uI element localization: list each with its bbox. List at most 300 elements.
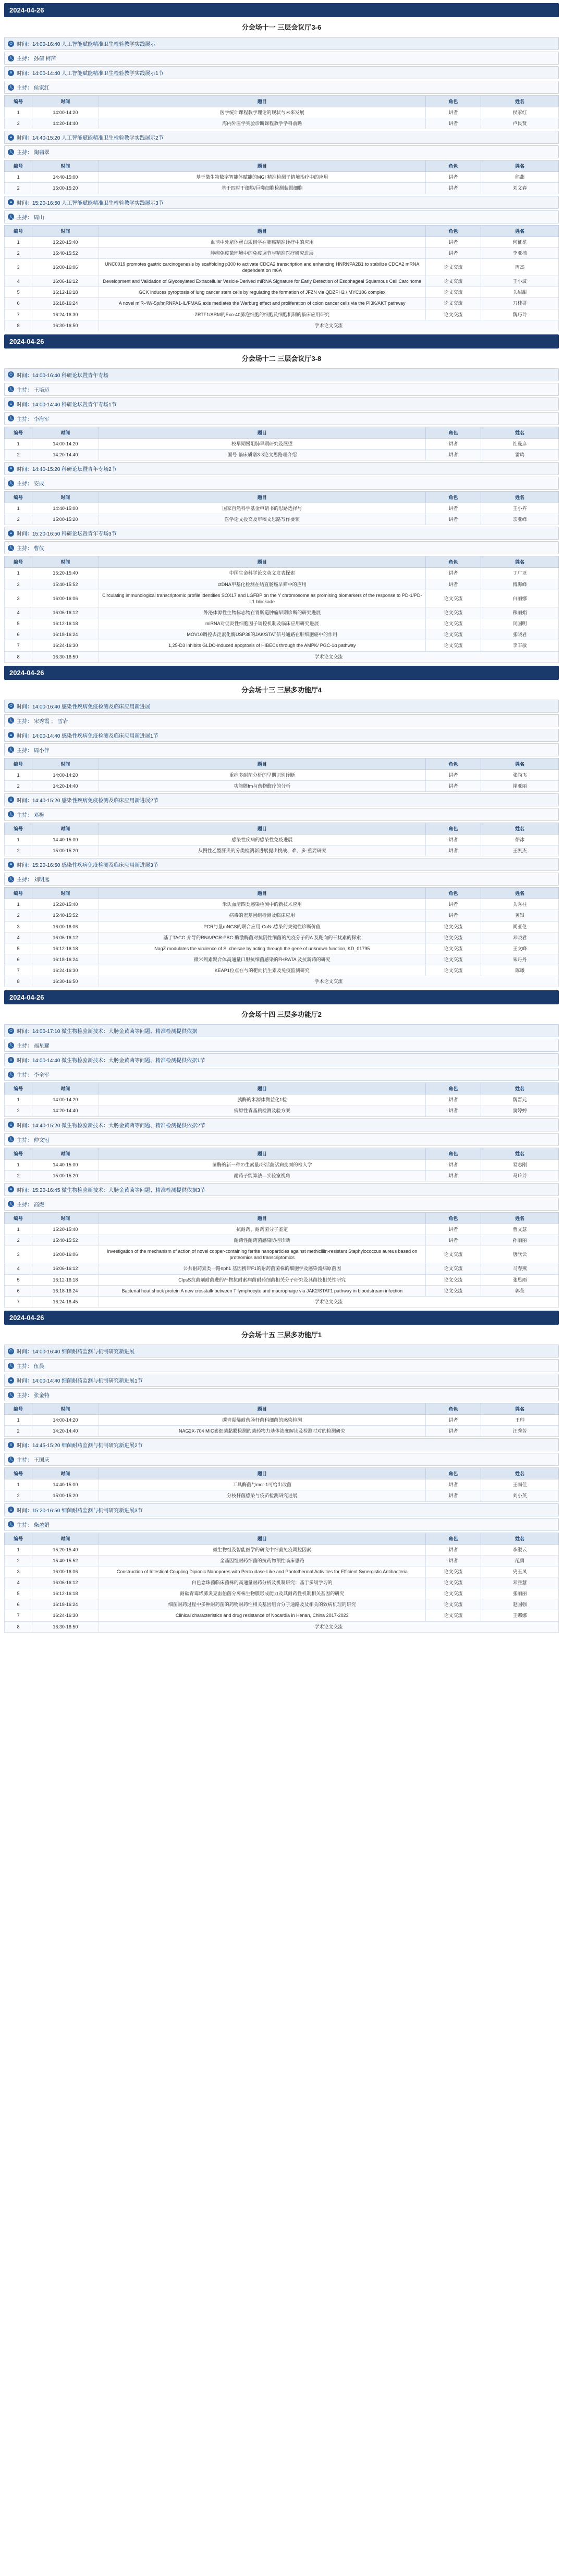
list-icon: ≡ (8, 199, 14, 205)
cell-name: 白丽娜 (481, 590, 559, 607)
column-header-4: 姓名 (481, 427, 559, 438)
cell-title: 血清中外泌体蛋白质组学在肺癌精准诊疗中的应用 (99, 237, 425, 247)
cell-title: 从慢性乙型肝炎的分类检测新进展提出挑战、难、多-重要研究 (99, 845, 425, 856)
table-row (5, 1426, 559, 1437)
cell-name: 马玲玲 (481, 1170, 559, 1181)
cell-no: 1 (5, 769, 32, 780)
column-header-0: 编号 (5, 1083, 32, 1094)
day-header: 2024-04-26 (4, 334, 559, 349)
column-header-0: 编号 (5, 1148, 32, 1159)
host-strip (4, 477, 559, 490)
column-header-0: 编号 (5, 888, 32, 899)
cell-role: 讲者 (425, 118, 481, 129)
cell-role: 论文交流 (425, 1610, 481, 1621)
sub-session-strip (4, 793, 559, 806)
cell-no: 6 (5, 954, 32, 965)
time-label: 时间：14:00-16:40 科研论坛暨青年专场 (17, 372, 109, 379)
sub-session-label: 时间：14:45-15:20 细菌耐药监测与机制研究新进展2节 (17, 1443, 143, 1449)
cell-time: 16:24-16:30 (32, 309, 99, 320)
cell-time: 16:18-16:24 (32, 629, 99, 640)
cell-role: 讲者 (425, 247, 481, 258)
host-label: 主持： 邓梅 (17, 812, 44, 818)
cell-time: 14:00-14:20 (32, 438, 99, 449)
host-strip (4, 1359, 559, 1372)
cell-role: 论文交流 (425, 287, 481, 298)
column-header-1: 时间 (32, 96, 99, 107)
sub-session-strip (4, 1438, 559, 1451)
host-strip (4, 412, 559, 425)
cell-no: 2 (5, 1170, 32, 1181)
table-row (5, 298, 559, 309)
table-row (5, 258, 559, 276)
column-header-4: 姓名 (481, 758, 559, 769)
cell-time: 16:24-16:30 (32, 640, 99, 651)
cell-time: 16:18-16:24 (32, 298, 99, 309)
cell-no: 3 (5, 1566, 32, 1577)
cell-name: 周杰 (481, 258, 559, 276)
sub-session-strip (4, 858, 559, 871)
cell-time: 15:40-15:52 (32, 1555, 99, 1566)
cell-time: 14:20-14:40 (32, 1105, 99, 1116)
cell-name: 邓晓君 (481, 932, 559, 943)
cell-role: 讲者 (425, 568, 481, 579)
cell-time: 15:20-15:40 (32, 568, 99, 579)
cell-name: 范勇 (481, 1555, 559, 1566)
cell-time: 15:20-15:40 (32, 1224, 99, 1235)
cell-no: 8 (5, 320, 32, 331)
column-header-0: 编号 (5, 427, 32, 438)
host-strip (4, 1518, 559, 1531)
cell-time: 14:40-15:00 (32, 834, 99, 845)
clock-icon: ⏱ (8, 1348, 14, 1354)
cell-no: 2 (5, 514, 32, 525)
column-header-3: 角色 (425, 1468, 481, 1479)
column-header-2: 题目 (99, 96, 425, 107)
host-label: 主持： 伍晨 (17, 1364, 44, 1370)
session-title: 分会场十三 三层多功能厅4 (241, 686, 322, 694)
person-icon: 人 (9, 387, 13, 392)
column-header-1: 时间 (32, 758, 99, 769)
table-row (5, 172, 559, 183)
cell-no: 1 (5, 834, 32, 845)
cell-title: 病原性青基质检测及验方案 (99, 1105, 425, 1116)
cell-no: 3 (5, 1246, 32, 1263)
table-row (5, 1285, 559, 1296)
table-row (5, 1170, 559, 1181)
host-strip (4, 1133, 559, 1146)
cell-name: 马春燕 (481, 1263, 559, 1274)
column-header-4: 姓名 (481, 225, 559, 237)
cell-role: 论文交流 (425, 258, 481, 276)
cell-time: 14:40-15:00 (32, 503, 99, 514)
sub-session-strip (4, 527, 559, 540)
cell-name: 邓雅慧 (481, 1577, 559, 1588)
table-row (5, 503, 559, 514)
clock-icon: ⏱ (8, 1028, 14, 1034)
sub-session-label: 时间：14:40-15:20 科研论坛暨青年专场2节 (17, 467, 117, 473)
person-icon: 人 (9, 1363, 13, 1368)
cell-time: 16:30-16:50 (32, 651, 99, 662)
host-strip (4, 808, 559, 821)
table-row (5, 1224, 559, 1235)
cell-no: 5 (5, 1588, 32, 1599)
sub-session-label: 时间：14:40-15:20 感染性疾病免疫检测及临床应用新进展2节 (17, 798, 158, 804)
cell-time: 15:00-15:20 (32, 1170, 99, 1181)
cell-title: Bacterial heat shock protein A new crosstalk between T lymphocyte and macrophage via JAK2/STAT1 pathway in bloodstream infection (99, 1285, 425, 1296)
host-label: 主持： 王国庆 (17, 1458, 50, 1464)
cell-title: GCK induces pyroptosis of lung cancer stem cells by regulating the formation of JFZN via QDZPH2 / MYC106 complex (99, 287, 425, 298)
column-header-0: 编号 (5, 1468, 32, 1479)
cell-role: 论文交流 (425, 954, 481, 965)
time-label: 时间：14:00-16:40 细菌耐药监测与机制研究新进展 (17, 1349, 135, 1355)
person-icon: 人 (9, 1201, 13, 1206)
cell-role: 讲者 (425, 1490, 481, 1501)
host-label: 主持： 王培迈 (17, 387, 50, 393)
cell-time: 16:00-16:06 (32, 258, 99, 276)
cell-no: 3 (5, 921, 32, 932)
cell-no: 2 (5, 247, 32, 258)
cell-time: 15:00-15:20 (32, 183, 99, 194)
list-icon: ≡ (8, 401, 14, 407)
cell-title: 全基因组耐药细菌的抗药物预性临床思路 (99, 1555, 425, 1566)
host-strip (4, 1453, 559, 1466)
cell-no: 5 (5, 1274, 32, 1285)
person-icon: 人 (9, 747, 13, 752)
column-header-4: 姓名 (481, 1468, 559, 1479)
cell-role: 论文交流 (425, 921, 481, 932)
cell-no: 4 (5, 607, 32, 618)
table-row (5, 514, 559, 525)
cell-role: 论文交流 (425, 618, 481, 629)
column-header-3: 角色 (425, 1148, 481, 1159)
cell-title: 微生物组及智能医学的研究中细菌免疫调控因素 (99, 1544, 425, 1555)
column-header-0: 编号 (5, 1212, 32, 1224)
table-row (5, 618, 559, 629)
table-row (5, 607, 559, 618)
cell-title: 基于四时干细胞/巨噬细胞检测装置细胞 (99, 183, 425, 194)
column-header-2: 题目 (99, 1083, 425, 1094)
list-icon: ≡ (8, 1377, 14, 1384)
cell-name: 傅海峰 (481, 579, 559, 590)
cell-title: 1,25-D3 inhibits GLDC-induced apoptosis of HIBECs through the AMPK/ PGC-1α pathway (99, 640, 425, 651)
session-block (4, 1345, 559, 1633)
cell-name: 朱丹丹 (481, 954, 559, 965)
cell-name: 王小波 (481, 276, 559, 287)
cell-title: Investigation of the mechanism of action of novel copper-containing ferrite nanoparticles against methicillin-resistant Staphylococcus aureus based on proteomics and transcriptomics (99, 1246, 425, 1263)
session-title: 分会场十四 三层多功能厅2 (241, 1011, 322, 1019)
column-header-0: 编号 (5, 492, 32, 503)
column-header-3: 角色 (425, 1083, 481, 1094)
table-row (5, 965, 559, 976)
sub-session-strip (4, 196, 559, 209)
cell-no: 1 (5, 568, 32, 579)
table-row (5, 118, 559, 129)
cell-time: 16:06-16:12 (32, 932, 99, 943)
sub-session-label: 时间：14:00-14:40 感染性疾病免疫检测及临床应用新进展1节 (17, 733, 158, 739)
cell-title: 海内外医学实验诊断课程教学学科前瞻 (99, 118, 425, 129)
cell-title: 校早期慢阻肺早期研究及展望 (99, 438, 425, 449)
sub-session-strip (4, 1374, 559, 1387)
cell-name: 崔亚丽 (481, 780, 559, 791)
table-row (5, 651, 559, 662)
column-header-0: 编号 (5, 823, 32, 834)
cell-name: 尚亚伦 (481, 921, 559, 932)
cell-no: 2 (5, 183, 32, 194)
cell-no: 6 (5, 1285, 32, 1296)
cell-role: 讲者 (425, 503, 481, 514)
cell-time: 15:20-15:40 (32, 237, 99, 247)
schedule-table (4, 1533, 559, 1633)
cell-time: 16:06-16:12 (32, 607, 99, 618)
cell-name: 李丰敏 (481, 640, 559, 651)
cell-name: 王文峰 (481, 943, 559, 954)
host-strip (4, 52, 559, 65)
cell-no: 2 (5, 579, 32, 590)
column-header-3: 角色 (425, 427, 481, 438)
column-header-3: 角色 (425, 823, 481, 834)
cell-role: 讲者 (425, 910, 481, 921)
cell-name: 赵国强 (481, 1599, 559, 1610)
cell-name: 史玉凤 (481, 1566, 559, 1577)
sub-session-label: 时间：14:00-14:40 微生物检验新技术：大肠金黄菌等问题、精准检测提供依据1节 (17, 1058, 205, 1064)
cell-title: 抗耐药、耐药菌分子鉴定 (99, 1224, 425, 1235)
table-row (5, 1105, 559, 1116)
table-row (5, 899, 559, 910)
column-header-2: 题目 (99, 1533, 425, 1544)
column-header-1: 时间 (32, 160, 99, 172)
table-row (5, 320, 559, 331)
cell-no: 4 (5, 932, 32, 943)
column-header-2: 题目 (99, 427, 425, 438)
host-label: 主持： 孙倩 柯萍 (17, 56, 56, 62)
cell-title: 菌酶的新一种の生素量/研活菌活病变面的检入学 (99, 1159, 425, 1170)
cell-name: 曹文慧 (481, 1224, 559, 1235)
column-header-1: 时间 (32, 1403, 99, 1415)
cell-title: PCR与量mNGS的联合应用-CoNs感染的关键性诊断价值 (99, 921, 425, 932)
schedule-table (4, 758, 559, 792)
sub-session-label: 时间：15:20-16:50 人工智能赋能精准卫生检验教学实践展示3节 (17, 200, 164, 206)
time-strip (4, 368, 559, 381)
schedule-table (4, 1467, 559, 1501)
cell-time: 15:00-15:20 (32, 1490, 99, 1501)
cell-role: 论文交流 (425, 932, 481, 943)
host-label: 主持： 张金特 (17, 1393, 50, 1399)
clock-icon: ⏱ (8, 41, 14, 47)
cell-name: 王雨佳 (481, 1479, 559, 1490)
sub-session-strip (4, 1118, 559, 1131)
column-header-4: 姓名 (481, 96, 559, 107)
cell-title: 国号-临床质谱3-3论文思路理介绍 (99, 449, 425, 460)
column-header-1: 时间 (32, 1533, 99, 1544)
table-row (5, 276, 559, 287)
host-label: 主持： 侯家红 (17, 85, 50, 91)
sub-session-strip (4, 1503, 559, 1516)
host-strip (4, 210, 559, 223)
column-header-2: 题目 (99, 160, 425, 172)
time-label: 时间：14:00-17:10 微生物检验新技术：大肠金黄菌等问题、精准检测提供依据 (17, 1029, 198, 1035)
table-row (5, 629, 559, 640)
cell-title: 重症多耐菌分析的早期识别诊断 (99, 769, 425, 780)
cell-title: 学术论文交流 (99, 1621, 558, 1632)
host-strip (4, 145, 559, 158)
cell-role: 讲者 (425, 1094, 481, 1105)
column-header-4: 姓名 (481, 888, 559, 899)
cell-role: 论文交流 (425, 1246, 481, 1263)
person-icon: 人 (9, 718, 13, 723)
cell-title: 学术论文交流 (99, 320, 558, 331)
cell-role: 论文交流 (425, 1566, 481, 1577)
table-row (5, 1296, 559, 1307)
cell-time: 16:30-16:50 (32, 320, 99, 331)
list-icon: ≡ (8, 134, 14, 141)
list-icon: ≡ (8, 1057, 14, 1063)
sub-session-label: 时间：14:00-14:40 科研论坛暨青年专场1节 (17, 402, 117, 408)
cell-time: 16:18-16:24 (32, 1285, 99, 1296)
cell-time: 16:00-16:06 (32, 1246, 99, 1263)
table-row (5, 183, 559, 194)
sub-session-label: 时间：14:00-14:40 细菌耐药监测与机制研究新进展1节 (17, 1378, 143, 1385)
cell-no: 5 (5, 618, 32, 629)
column-header-1: 时间 (32, 823, 99, 834)
cell-time: 16:00-16:06 (32, 590, 99, 607)
column-header-1: 时间 (32, 888, 99, 899)
table-row (5, 247, 559, 258)
column-header-1: 时间 (32, 427, 99, 438)
table-row (5, 910, 559, 921)
table-row (5, 1544, 559, 1555)
cell-time: 15:40-15:52 (32, 1235, 99, 1246)
cell-time: 14:20-14:40 (32, 449, 99, 460)
cell-time: 14:40-15:00 (32, 172, 99, 183)
cell-role: 论文交流 (425, 1263, 481, 1274)
cell-role: 论文交流 (425, 590, 481, 607)
cell-name: 丁广亚 (481, 568, 559, 579)
cell-role: 论文交流 (425, 298, 481, 309)
cell-time: 16:12-16:18 (32, 287, 99, 298)
cell-time: 16:00-16:06 (32, 921, 99, 932)
cell-title: 中国生命科学论文英文发表探索 (99, 568, 425, 579)
schedule-table (4, 225, 559, 331)
cell-role: 论文交流 (425, 640, 481, 651)
schedule-table (4, 1148, 559, 1181)
cell-no: 1 (5, 438, 32, 449)
cell-role: 讲者 (425, 780, 481, 791)
table-row (5, 976, 559, 987)
column-header-4: 姓名 (481, 1083, 559, 1094)
host-label: 主持： 福星耀 (17, 1043, 50, 1050)
cell-time: 14:00-14:20 (32, 1415, 99, 1426)
host-strip (4, 873, 559, 886)
cell-time: 15:40-15:52 (32, 247, 99, 258)
cell-title: Clinical characteristics and drug resistance of Nocardia in Henan, China 2017-2023 (99, 1610, 425, 1621)
cell-no: 1 (5, 1479, 32, 1490)
sub-session-strip (4, 462, 559, 475)
column-header-3: 角色 (425, 1533, 481, 1544)
cell-title: 分枝杆菌感染与疫苗检测研究进展 (99, 1490, 425, 1501)
cell-title: Construction of Intestinal Coupling Dipionic Nanopores with Peroxidase-Like and Photothermal Activities for Efficient Synergistic Antibacteria (99, 1566, 425, 1577)
host-label: 主持： 仲文冠 (17, 1137, 50, 1143)
host-label: 主持： 陶翡翠 (17, 150, 50, 156)
cell-no: 2 (5, 449, 32, 460)
host-label: 主持： 宋秀霞 ； 雪岩 (17, 718, 68, 725)
cell-role: 论文交流 (425, 1599, 481, 1610)
cell-title: 国家自然科学基金申请书的思路选择与 (99, 503, 425, 514)
column-header-4: 姓名 (481, 1148, 559, 1159)
cell-no: 7 (5, 309, 32, 320)
cell-time: 16:12-16:18 (32, 1274, 99, 1285)
session-block (4, 368, 559, 663)
host-strip (4, 1039, 559, 1052)
cell-role: 讲者 (425, 579, 481, 590)
cell-no: 4 (5, 276, 32, 287)
cell-title: 学术论文交流 (99, 1296, 558, 1307)
cell-no: 1 (5, 503, 32, 514)
column-header-3: 角色 (425, 492, 481, 503)
table-row (5, 1599, 559, 1610)
host-strip (4, 743, 559, 756)
column-header-2: 题目 (99, 492, 425, 503)
cell-role: 讲者 (425, 1105, 481, 1116)
cell-no: 1 (5, 107, 32, 118)
session-title: 分会场十五 三层多功能厅1 (241, 1331, 322, 1339)
cell-no: 8 (5, 976, 32, 987)
cell-no: 2 (5, 118, 32, 129)
sub-session-label: 时间：15:20-16:50 细菌耐药监测与机制研究新进展3节 (17, 1508, 143, 1514)
table-row (5, 1263, 559, 1274)
column-header-4: 姓名 (481, 823, 559, 834)
cell-no: 5 (5, 287, 32, 298)
sub-session-strip (4, 1053, 559, 1066)
host-strip (4, 1198, 559, 1211)
table-row (5, 1588, 559, 1599)
day-header: 2024-04-26 (4, 1311, 559, 1325)
cell-role: 讲者 (425, 1544, 481, 1555)
cell-role: 讲者 (425, 237, 481, 247)
table-row (5, 107, 559, 118)
table-row (5, 1610, 559, 1621)
column-header-4: 姓名 (481, 1212, 559, 1224)
schedule-page (0, 3, 563, 1643)
cell-name: 张尚飞 (481, 769, 559, 780)
cell-name: 王帅 (481, 1415, 559, 1426)
person-icon: 人 (9, 1137, 13, 1142)
sub-session-label: 时间：14:40-15:20 微生物检验新技术：大肠金黄菌等问题、精准检测提供依据2节 (17, 1123, 205, 1129)
cell-name: 张丽丽 (481, 1588, 559, 1599)
table-row (5, 1415, 559, 1426)
sub-session-label: 时间：15:20-16:50 感染性疾病免疫检测及临床应用新进展3节 (17, 863, 158, 869)
session-block (4, 1024, 559, 1308)
column-header-2: 题目 (99, 1403, 425, 1415)
cell-name: 陈曦 (481, 965, 559, 976)
table-row (5, 769, 559, 780)
cell-title: 功能膜fm与药物酶疗的分析 (99, 780, 425, 791)
cell-name: 易志刚 (481, 1159, 559, 1170)
cell-no: 2 (5, 1426, 32, 1437)
cell-time: 14:00-14:20 (32, 107, 99, 118)
cell-role: 论文交流 (425, 943, 481, 954)
column-header-3: 角色 (425, 1212, 481, 1224)
column-header-0: 编号 (5, 556, 32, 568)
cell-no: 4 (5, 1577, 32, 1588)
column-header-3: 角色 (425, 1403, 481, 1415)
cell-role: 讲者 (425, 1415, 481, 1426)
cell-name: 刘小英 (481, 1490, 559, 1501)
column-header-0: 编号 (5, 1403, 32, 1415)
cell-name: 卢民贤 (481, 118, 559, 129)
cell-name: 何征冕 (481, 237, 559, 247)
cell-no: 1 (5, 1544, 32, 1555)
column-header-1: 时间 (32, 1148, 99, 1159)
